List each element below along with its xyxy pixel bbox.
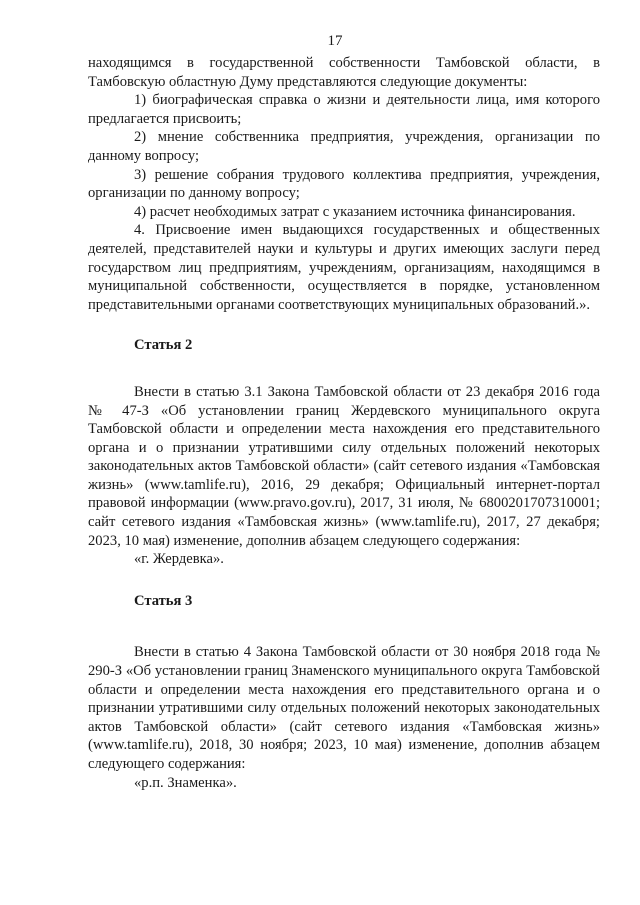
list-item: 3) решение собрания трудового коллектива предприятия, учреждения, организации по данному вопросу; xyxy=(88,166,600,202)
article-3-heading: Статья 3 xyxy=(134,592,193,609)
list-item: 4) расчет необходимых затрат с указанием источника финансирования. xyxy=(134,203,576,220)
paragraph-continuation: находящимся в государственной собственности Тамбовской области, в Тамбовскую областную Думу представляются следующие документы: xyxy=(88,55,600,90)
list-item: 2) мнение собственника предприятия, учреждения, организации по данному вопросу; xyxy=(88,129,600,164)
article-2-quote: «г. Жердевка». xyxy=(134,551,224,568)
article-2-body: Внести в статью 3.1 Закона Тамбовской области от 23 декабря 2016 года № 47-З «Об установлении границ Жердевского муниципального округа Тамбовской области и определении места нахождения его представительного органа и о признании утратившими силу отдельных положений некоторых законодательных актов Тамбовской области» (сайт сетевого издания «Тамбовская жизнь» (www.tamlife.ru), 2016, 29 декабря; Официальный интернет-портал правовой информации (www.pravo.gov.ru), 2017, 31 июля, № 6800201707310001; сайт сетевого издания «Тамбовская жизнь» (www.tamlife.ru), 2017, 27 декабря; 2023, 10 мая) изменение, дополнив абзацем следующего содержания: xyxy=(88,383,600,549)
page-number: 17 xyxy=(327,33,343,49)
list-item: 1) биографическая справка о жизни и деятельности лица, имя которого предлагается присвоить; xyxy=(88,92,600,127)
article-3-quote: «р.п. Знаменка». xyxy=(134,774,237,791)
paragraph-item-4: 4. Присвоение имен выдающихся государственных и общественных деятелей, представителей науки и культуры и других имеющих заслуги перед государством лиц предприятиям, учреждениям, организациям, находящимся в муниципальной собственности, осуществляется в порядке, установленном представительными органами соответствующих муниципальных образований.». xyxy=(88,222,600,313)
article-2-heading: Статья 2 xyxy=(134,337,193,354)
article-3-body: Внести в статью 4 Закона Тамбовской области от 30 ноября 2018 года № 290-З «Об установлении границ Знаменского муниципального округа Тамбовской области и определении места нахождения его представительного органа и о признании утратившими силу отдельных положений некоторых законодательных актов Тамбовской области» (сайт сетевого издания «Тамбовская жизнь» (www.tamlife.ru), 2018, 30 ноября; 2023, 10 мая) изменение, дополнив абзацем следующего содержания: xyxy=(88,644,600,772)
document-body xyxy=(88,54,600,792)
